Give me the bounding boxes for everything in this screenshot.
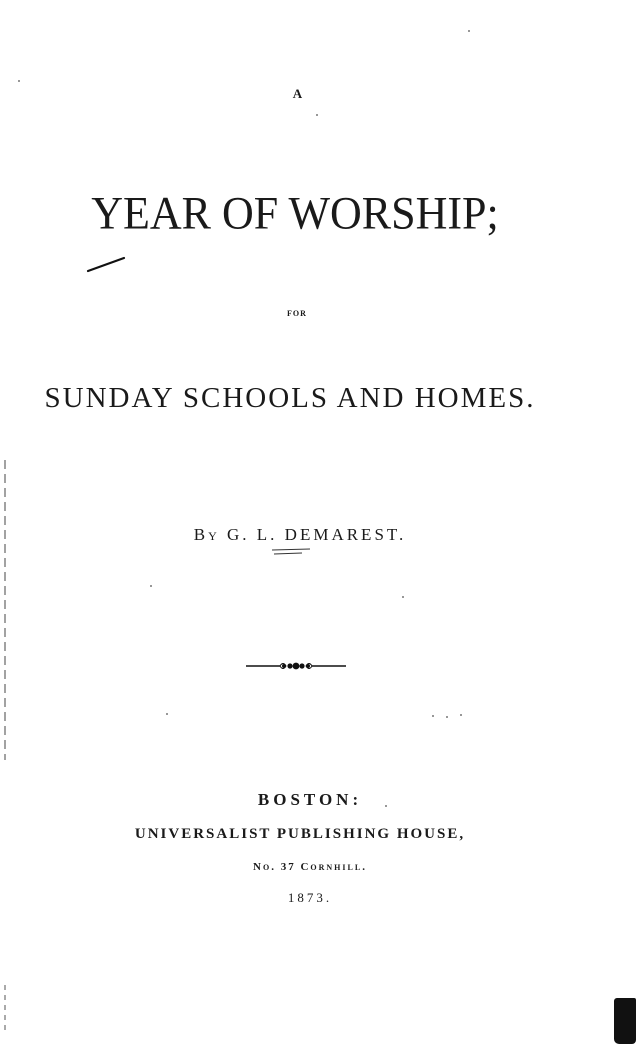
printers-ornament-icon <box>244 658 348 674</box>
paper-speck <box>18 80 20 82</box>
author-name: G. L. DEMAREST. <box>227 525 407 544</box>
paper-speck <box>446 716 448 718</box>
underline-mark-icon <box>270 546 314 558</box>
paper-speck <box>432 715 434 717</box>
pen-stroke-icon <box>86 254 128 274</box>
imprint-year: 1873. <box>287 890 333 905</box>
paper-speck <box>166 713 168 715</box>
imprint-address: No. 37 Cornhill. <box>253 861 367 873</box>
paper-speck <box>316 114 318 116</box>
subtitle: SUNDAY SCHOOLS AND HOMES. <box>44 382 536 414</box>
margin-dash-rule-lower <box>4 985 6 1035</box>
author-line <box>110 525 490 545</box>
for-word: FOR <box>287 309 307 318</box>
paper-speck <box>385 805 387 807</box>
paper-speck <box>402 596 404 598</box>
paper-speck <box>460 714 462 716</box>
main-title: YEAR OF WORSHIP; <box>91 187 499 240</box>
paper-speck <box>468 30 470 32</box>
imprint-place: BOSTON: <box>257 790 363 809</box>
article-a: A <box>292 86 304 101</box>
imprint-publisher: UNIVERSALIST PUBLISHING HOUSE, <box>134 826 466 842</box>
author-prefix: By <box>193 525 220 544</box>
margin-dash-rule <box>4 460 6 760</box>
paper-speck <box>150 585 152 587</box>
edge-ink-blot <box>614 998 636 1044</box>
